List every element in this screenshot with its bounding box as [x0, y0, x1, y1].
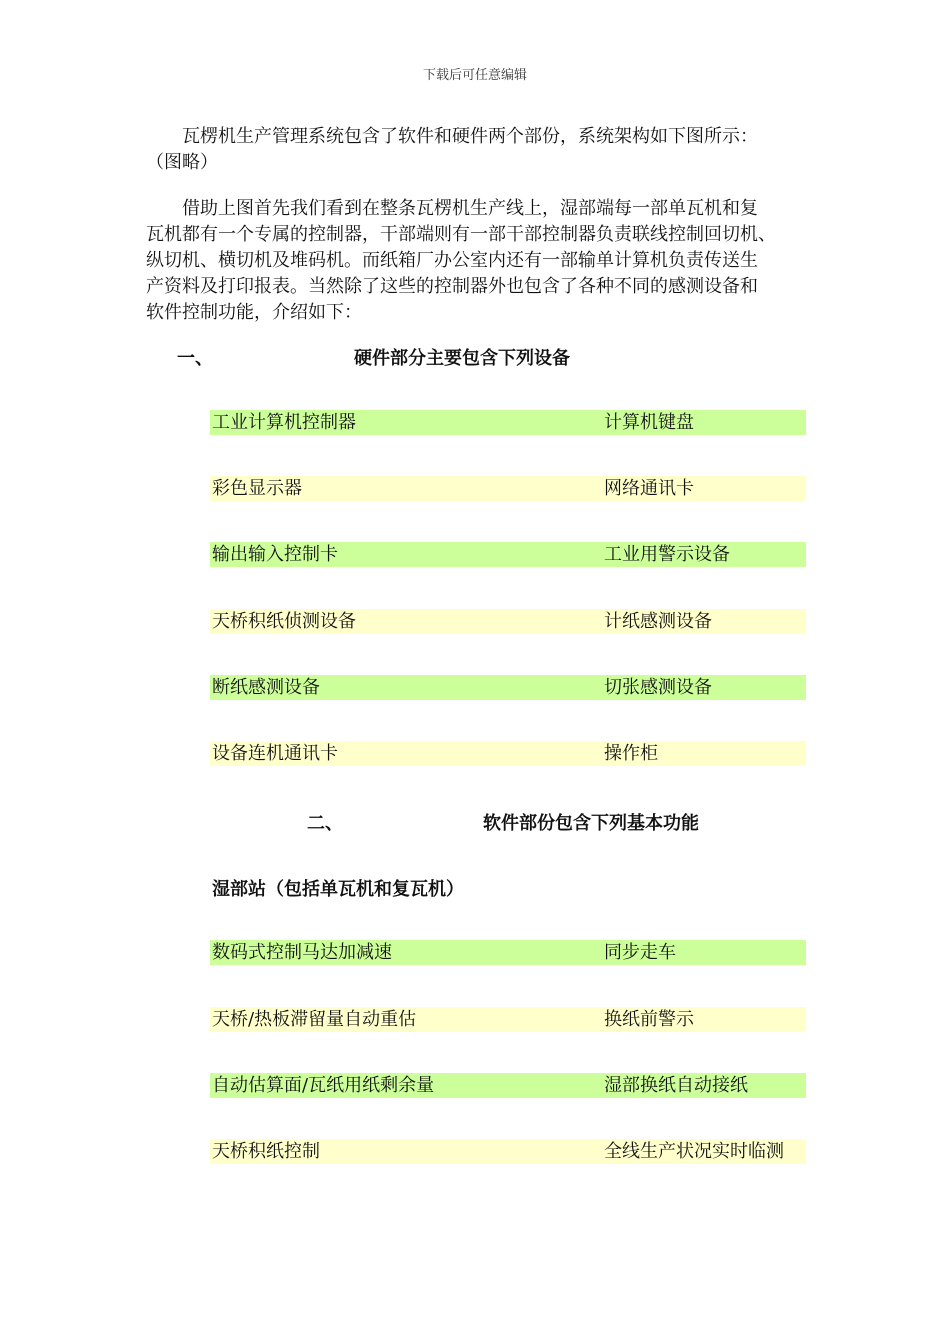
software-item: 天桥/热板滞留量自动重估: [212, 1009, 417, 1030]
hardware-item: 天桥积纸侦测设备: [212, 611, 356, 632]
hardware-item: 计纸感测设备: [604, 611, 712, 632]
software-item: 同步走车: [604, 942, 676, 963]
hardware-item: 断纸感测设备: [212, 677, 320, 698]
hardware-item: 设备连机通讯卡: [212, 743, 338, 764]
subheading-wet-end: 湿部站（包括单瓦机和复瓦机）: [212, 879, 464, 900]
description-line-3: 纵切机、横切机及堆码机。而纸箱厂办公室内还有一部输单计算机负责传送生: [146, 250, 758, 271]
software-item: 数码式控制马达加减速: [212, 942, 392, 963]
software-row: [210, 1007, 806, 1032]
software-item: 湿部换纸自动接纸: [604, 1075, 748, 1096]
hardware-row: [210, 542, 806, 567]
hardware-item: 切张感测设备: [604, 677, 712, 698]
intro-line-2: （图略）: [146, 152, 218, 173]
hardware-item: 彩色显示器: [212, 478, 302, 499]
section-1-title: 硬件部分主要包含下列设备: [354, 348, 570, 369]
description-line-5: 软件控制功能，介绍如下：: [146, 302, 362, 323]
software-row: [210, 940, 806, 965]
intro-line-1: 瓦楞机生产管理系统包含了软件和硬件两个部份，系统架构如下图所示：: [182, 126, 758, 147]
hardware-row: [210, 609, 806, 634]
software-item: 天桥积纸控制: [212, 1141, 320, 1162]
description-line-1: 借助上图首先我们看到在整条瓦楞机生产线上，湿部端每一部单瓦机和复: [182, 198, 758, 219]
hardware-item: 输出输入控制卡: [212, 544, 338, 565]
section-1-number: 一、: [177, 348, 213, 369]
section-2-title: 软件部份包含下列基本功能: [483, 813, 699, 834]
software-row: [210, 1073, 806, 1098]
hardware-item: 计算机键盘: [604, 412, 694, 433]
page-header: 下载后可任意编辑: [422, 68, 527, 83]
software-item: 换纸前警示: [604, 1009, 694, 1030]
hardware-row: [210, 741, 806, 766]
hardware-item: 网络通讯卡: [604, 478, 694, 499]
hardware-row: [210, 476, 806, 501]
hardware-item: 工业计算机控制器: [212, 412, 356, 433]
description-line-4: 产资料及打印报表。当然除了这些的控制器外也包含了各种不同的感测设备和: [146, 276, 758, 297]
section-2-number: 二、: [307, 813, 343, 834]
software-item: 自动估算面/瓦纸用纸剩余量: [212, 1075, 435, 1096]
hardware-item: 操作柜: [604, 743, 658, 764]
description-line-2: 瓦机都有一个专属的控制器，干部端则有一部干部控制器负责联线控制回切机、: [146, 224, 776, 245]
software-item: 全线生产状况实时临测: [604, 1141, 784, 1162]
hardware-item: 工业用警示设备: [604, 544, 730, 565]
hardware-row: [210, 410, 806, 435]
hardware-row: [210, 675, 806, 700]
software-row: [210, 1139, 806, 1164]
